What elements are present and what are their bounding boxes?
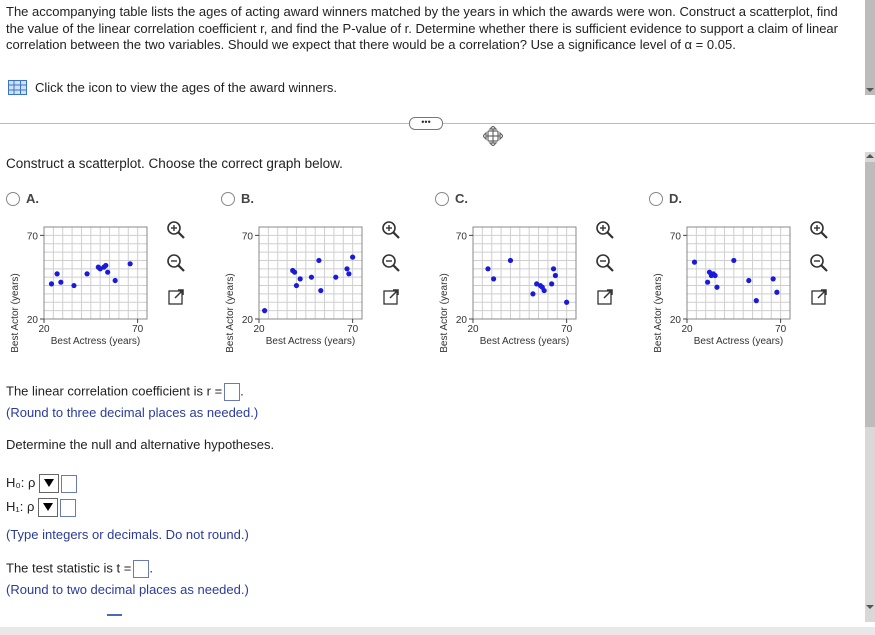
data-point bbox=[103, 263, 108, 268]
option-c[interactable] bbox=[435, 192, 645, 362]
zoom-in-icon[interactable] bbox=[809, 220, 829, 240]
x-axis-label: Best Actress (years) bbox=[50, 336, 141, 347]
zoom-in-icon[interactable] bbox=[381, 220, 401, 240]
data-point bbox=[318, 288, 323, 293]
top-scrollbar[interactable] bbox=[865, 0, 875, 95]
y-tick-label: 20 bbox=[26, 315, 38, 326]
data-point bbox=[530, 291, 535, 296]
x-tick-label: 20 bbox=[253, 324, 265, 335]
table-link[interactable] bbox=[8, 80, 337, 95]
data-point bbox=[754, 298, 759, 303]
y-tick-label: 20 bbox=[241, 315, 253, 326]
data-point bbox=[350, 255, 355, 260]
main-scrollbar[interactable] bbox=[865, 152, 875, 622]
option-d[interactable] bbox=[649, 192, 859, 362]
zoom-in-icon[interactable] bbox=[166, 220, 186, 240]
t-answer-input[interactable] bbox=[133, 560, 149, 578]
scroll-down-arrow-icon[interactable] bbox=[866, 605, 874, 609]
data-point bbox=[49, 281, 54, 286]
y-tick-label: 20 bbox=[669, 315, 681, 326]
t-line: The test statistic is t = . bbox=[6, 560, 153, 578]
scrollbar-thumb[interactable] bbox=[865, 162, 875, 427]
pop-out-icon[interactable] bbox=[166, 287, 186, 307]
more-options-button[interactable]: ••• bbox=[409, 117, 443, 130]
x-tick-label: 70 bbox=[347, 324, 359, 335]
plot-frame bbox=[473, 227, 576, 319]
data-point bbox=[692, 260, 697, 265]
x-axis-label: Best Actress (years) bbox=[265, 336, 356, 347]
scroll-up-arrow-icon[interactable] bbox=[866, 154, 874, 158]
data-point bbox=[746, 278, 751, 283]
data-point bbox=[549, 281, 554, 286]
data-point bbox=[344, 266, 349, 271]
pop-out-icon[interactable] bbox=[809, 287, 829, 307]
pop-out-icon[interactable] bbox=[381, 287, 401, 307]
pop-out-icon[interactable] bbox=[595, 287, 615, 307]
data-point bbox=[298, 276, 303, 281]
y-tick-label: 20 bbox=[455, 315, 467, 326]
data-point bbox=[553, 273, 558, 278]
data-point bbox=[508, 258, 513, 263]
plot-frame bbox=[687, 227, 790, 319]
y-tick-label: 70 bbox=[455, 231, 467, 243]
r-answer-input[interactable] bbox=[224, 383, 240, 401]
hypotheses-note: (Type integers or decimals. Do not round.) bbox=[6, 527, 249, 542]
data-point bbox=[294, 283, 299, 288]
h0-line bbox=[6, 474, 77, 493]
t-note: (Round to two decimal places as needed.) bbox=[6, 582, 249, 597]
data-point bbox=[346, 271, 351, 276]
data-point bbox=[71, 283, 76, 288]
y-axis-label: Best Actor (years) bbox=[653, 273, 664, 353]
data-point bbox=[731, 258, 736, 263]
data-point bbox=[55, 271, 60, 276]
y-axis-label: Best Actor (years) bbox=[439, 273, 450, 353]
option-a-radio[interactable] bbox=[6, 192, 20, 206]
x-axis-label: Best Actress (years) bbox=[479, 336, 570, 347]
r-prompt: The linear correlation coefficient is r = bbox=[6, 383, 223, 399]
option-a[interactable] bbox=[6, 192, 216, 362]
cursor-mark bbox=[107, 614, 122, 616]
data-point bbox=[262, 308, 267, 313]
table-icon[interactable] bbox=[8, 80, 27, 95]
data-point bbox=[774, 290, 779, 295]
x-tick-label: 70 bbox=[775, 324, 787, 335]
data-point bbox=[564, 300, 569, 305]
prompt-text: The accompanying table lists the ages of acting award winners matched by the years in which the awards were won. Construct a scatterplot, find the value of the linear correlation coefficient r, and find the P-value of r. Determine whether there is sufficient evidence to support a claim of linear correlation between the two variables. Should we expect that there would be a correlation? Use a significance level of α = 0.05. bbox=[6, 4, 838, 52]
data-point bbox=[128, 261, 133, 266]
r-line: The linear correlation coefficient is r = . bbox=[6, 383, 244, 401]
zoom-out-icon[interactable] bbox=[166, 253, 186, 273]
y-tick-label: 70 bbox=[241, 231, 253, 243]
data-point bbox=[84, 271, 89, 276]
table-link-label[interactable]: Click the icon to view the ages of the award winners. bbox=[35, 80, 338, 95]
h1-label: H₁: ρ bbox=[6, 498, 35, 514]
option-c-label[interactable]: C. bbox=[455, 191, 468, 206]
x-tick-label: 20 bbox=[38, 324, 50, 335]
x-tick-label: 70 bbox=[132, 324, 144, 335]
h1-operator-dropdown[interactable] bbox=[38, 498, 58, 517]
x-tick-label: 20 bbox=[467, 324, 479, 335]
data-point bbox=[771, 276, 776, 281]
h1-value-input[interactable] bbox=[60, 499, 76, 517]
data-point bbox=[705, 280, 710, 285]
option-b-radio[interactable] bbox=[221, 192, 235, 206]
x-tick-label: 20 bbox=[681, 324, 693, 335]
h0-value-input[interactable] bbox=[61, 475, 77, 493]
data-point bbox=[292, 270, 297, 275]
data-point bbox=[551, 266, 556, 271]
h0-operator-dropdown[interactable] bbox=[39, 474, 59, 493]
data-point bbox=[542, 288, 547, 293]
data-point bbox=[491, 276, 496, 281]
y-tick-label: 70 bbox=[26, 231, 38, 243]
question-text: Construct a scatterplot. Choose the correct graph below. bbox=[6, 156, 343, 171]
option-b-label[interactable]: B. bbox=[241, 191, 254, 206]
data-point bbox=[712, 273, 717, 278]
zoom-out-icon[interactable] bbox=[595, 253, 615, 273]
y-axis-label: Best Actor (years) bbox=[225, 273, 236, 353]
option-d-radio[interactable] bbox=[649, 192, 663, 206]
zoom-in-icon[interactable] bbox=[595, 220, 615, 240]
y-axis-label: Best Actor (years) bbox=[10, 273, 21, 353]
option-c-radio[interactable] bbox=[435, 192, 449, 206]
option-a-label[interactable]: A. bbox=[26, 191, 39, 206]
scroll-down-arrow-icon[interactable] bbox=[866, 88, 874, 92]
h0-label: H₀: ρ bbox=[6, 474, 36, 490]
data-point bbox=[485, 266, 490, 271]
option-b[interactable] bbox=[221, 192, 431, 362]
option-d-label[interactable]: D. bbox=[669, 191, 682, 206]
h1-line bbox=[6, 498, 76, 517]
problem-statement bbox=[0, 0, 865, 120]
data-point bbox=[309, 275, 314, 280]
data-point bbox=[333, 275, 338, 280]
x-tick-label: 70 bbox=[561, 324, 573, 335]
data-point bbox=[113, 278, 118, 283]
move-icon[interactable] bbox=[483, 126, 503, 146]
data-point bbox=[105, 270, 110, 275]
data-point bbox=[58, 280, 63, 285]
hypotheses-prompt: Determine the null and alternative hypotheses. bbox=[6, 437, 275, 452]
zoom-out-icon[interactable] bbox=[809, 253, 829, 273]
r-note: (Round to three decimal places as needed.) bbox=[6, 405, 259, 420]
y-tick-label: 70 bbox=[669, 231, 681, 243]
zoom-out-icon[interactable] bbox=[381, 253, 401, 273]
t-prompt: The test statistic is t = bbox=[6, 560, 132, 576]
x-axis-label: Best Actress (years) bbox=[693, 336, 784, 347]
data-point bbox=[714, 285, 719, 290]
data-point bbox=[316, 258, 321, 263]
bottom-bar bbox=[0, 627, 875, 635]
